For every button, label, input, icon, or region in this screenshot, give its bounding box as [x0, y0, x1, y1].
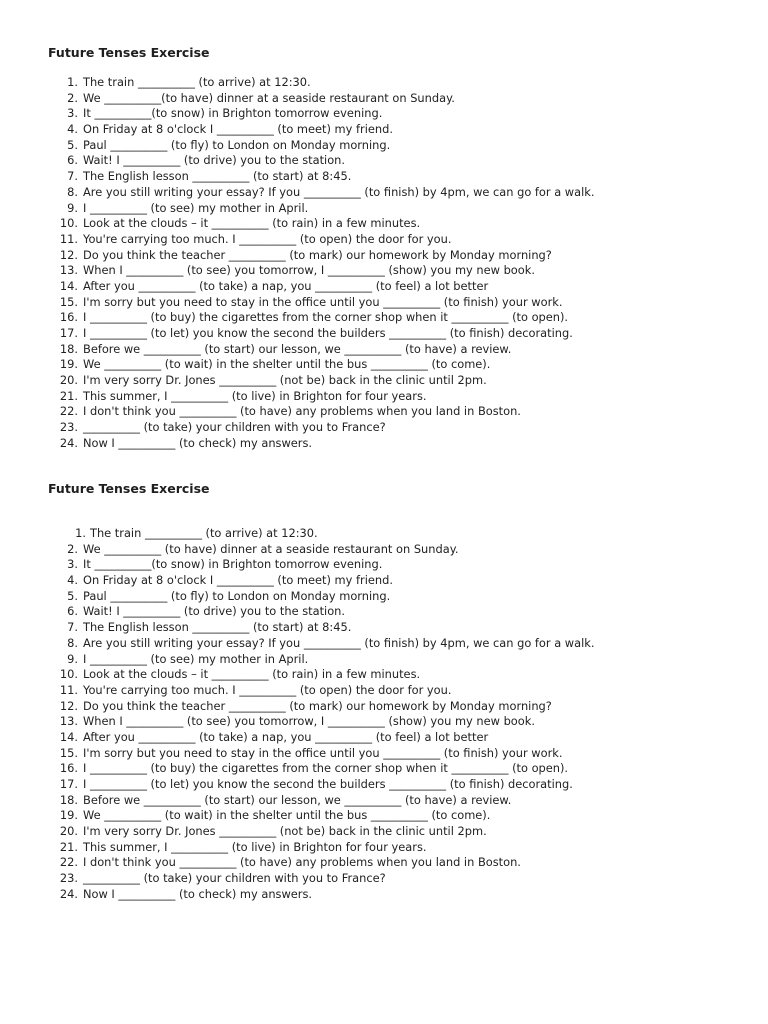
- item-number: 14.: [59, 729, 78, 744]
- exercise-item: [0, 855, 768, 871]
- exercise-item: [0, 326, 768, 342]
- item-sentence: I __________ (to let) you know the second the builders __________ (to finish) decorating.: [83, 326, 573, 340]
- exercise-item: [0, 824, 768, 840]
- item-number: 1.: [67, 75, 78, 89]
- item-number: 19.: [59, 357, 78, 372]
- item-sentence: The train __________ (to arrive) at 12:30.: [90, 526, 318, 540]
- item-sentence: Now I __________ (to check) my answers.: [83, 435, 313, 450]
- exercise-item: [0, 840, 768, 856]
- item-number: 2.: [67, 90, 78, 105]
- item-sentence: We __________ (to wait) in the shelter until the bus __________ (to come).: [83, 357, 491, 372]
- exercise-item: [0, 342, 768, 358]
- exercise-item: [0, 436, 768, 452]
- exercise-item: [0, 557, 768, 573]
- exercise-item: [0, 620, 768, 636]
- item-sentence: On Friday at 8 o'clock I __________ (to meet) my friend.: [83, 573, 393, 588]
- item-number: 17.: [59, 326, 78, 340]
- item-number: 14.: [59, 278, 78, 293]
- item-number: 9.: [67, 651, 78, 666]
- exercise-item: [0, 871, 768, 887]
- item-number: 13.: [59, 714, 78, 729]
- item-sentence: Paul __________ (to fly) to London on Monday morning.: [83, 137, 391, 152]
- item-sentence: We __________(to have) dinner at a seaside restaurant on Sunday.: [83, 90, 455, 105]
- item-number: 16.: [59, 310, 78, 325]
- item-number: 10.: [59, 667, 78, 682]
- item-number: 8.: [67, 635, 78, 650]
- item-sentence: When I __________ (to see) you tomorrow, I __________ (show) you my new book.: [83, 714, 535, 729]
- exercise-item: [0, 746, 768, 762]
- item-sentence: You're carrying too much. I __________ (to open) the door for you.: [83, 231, 452, 246]
- item-sentence: Now I __________ (to check) my answers.: [83, 886, 313, 901]
- exercise-item: [0, 75, 768, 91]
- exercise-item: [0, 777, 768, 793]
- item-sentence: __________ (to take) your children with you to France?: [83, 871, 386, 886]
- exercise-item: [0, 373, 768, 389]
- exercise-item: [0, 122, 768, 138]
- item-number: 5.: [67, 588, 78, 603]
- item-sentence: It __________(to snow) in Brighton tomorrow evening.: [83, 557, 383, 572]
- exercise-item: [0, 279, 768, 295]
- item-number: 3.: [67, 557, 78, 572]
- item-sentence: I __________ (to buy) the cigarettes from the corner shop when it __________ (to open).: [83, 761, 569, 776]
- item-number: 12.: [59, 698, 78, 713]
- item-sentence: I __________ (to buy) the cigarettes from the corner shop when it __________ (to open).: [83, 310, 569, 325]
- exercise-item: [0, 699, 768, 715]
- exercise-item: [0, 526, 768, 542]
- exercise-item: [0, 263, 768, 279]
- item-number: 12.: [59, 247, 78, 262]
- item-sentence: We __________ (to wait) in the shelter until the bus __________ (to come).: [83, 808, 491, 823]
- exercise-item: [0, 730, 768, 746]
- item-sentence: Do you think the teacher __________ (to mark) our homework by Monday morning?: [83, 247, 552, 262]
- exercise-title: Future Tenses Exercise: [48, 481, 210, 496]
- item-sentence: Wait! I __________ (to drive) you to the station.: [83, 153, 346, 168]
- item-number: 24.: [59, 886, 78, 901]
- item-number: 4.: [67, 573, 78, 588]
- item-number: 8.: [67, 184, 78, 199]
- item-number: 18.: [59, 792, 78, 807]
- exercise-item: [0, 683, 768, 699]
- item-number: 19.: [59, 808, 78, 823]
- item-sentence: __________ (to take) your children with you to France?: [83, 420, 386, 435]
- item-sentence: Are you still writing your essay? If you __________ (to finish) by 4pm, we can go for a walk.: [83, 635, 595, 650]
- exercise-item: [0, 667, 768, 683]
- item-sentence: I don't think you __________ (to have) any problems when you land in Boston.: [83, 855, 521, 870]
- item-number: 10.: [59, 216, 78, 231]
- item-number: 21.: [59, 839, 78, 854]
- item-sentence: Do you think the teacher __________ (to mark) our homework by Monday morning?: [83, 698, 552, 713]
- item-number: 16.: [59, 761, 78, 776]
- item-sentence: I __________ (to see) my mother in April.: [83, 651, 309, 666]
- item-sentence: After you __________ (to take) a nap, you __________ (to feel) a lot better: [83, 278, 489, 293]
- exercise-item: [0, 357, 768, 373]
- item-sentence: This summer, I __________ (to live) in Brighton for four years.: [83, 839, 427, 854]
- item-number: 23.: [59, 420, 78, 435]
- exercise-item: [0, 573, 768, 589]
- item-sentence: I don't think you __________ (to have) any problems when you land in Boston.: [83, 404, 521, 419]
- exercise-item: [0, 389, 768, 405]
- item-sentence: When I __________ (to see) you tomorrow, I __________ (show) you my new book.: [83, 263, 535, 278]
- exercise-item: [0, 169, 768, 185]
- item-number: 15.: [59, 745, 78, 760]
- exercise-item: [0, 636, 768, 652]
- item-sentence: The English lesson __________ (to start) at 8:45.: [83, 169, 352, 184]
- item-sentence: Before we __________ (to start) our lesson, we __________ (to have) a review.: [83, 341, 512, 356]
- exercise-list: [0, 75, 768, 452]
- item-number: 20.: [59, 373, 78, 388]
- item-number: 4.: [67, 122, 78, 137]
- exercise-item: [0, 887, 768, 903]
- item-number: 23.: [59, 871, 78, 886]
- exercise-item: [0, 153, 768, 169]
- item-sentence: I __________ (to let) you know the second the builders __________ (to finish) decorating.: [83, 777, 573, 791]
- exercise-list: [0, 526, 768, 903]
- item-number: 11.: [59, 231, 78, 246]
- item-number: 20.: [59, 824, 78, 839]
- item-sentence: After you __________ (to take) a nap, you __________ (to feel) a lot better: [83, 729, 489, 744]
- item-number: 2.: [67, 541, 78, 556]
- item-number: 6.: [67, 153, 78, 168]
- item-sentence: Look at the clouds – it __________ (to rain) in a few minutes.: [83, 667, 421, 682]
- item-sentence: We __________ (to have) dinner at a seaside restaurant on Sunday.: [83, 541, 459, 556]
- exercise-item: [0, 185, 768, 201]
- exercise-item: [0, 232, 768, 248]
- item-number: 11.: [59, 682, 78, 697]
- exercise-item: [0, 652, 768, 668]
- exercise-item: [0, 404, 768, 420]
- exercise-item: [0, 201, 768, 217]
- item-sentence: I'm sorry but you need to stay in the office until you __________ (to finish) your work.: [83, 745, 563, 760]
- exercise-item: [0, 310, 768, 326]
- item-number: 9.: [67, 200, 78, 215]
- item-sentence: I'm sorry but you need to stay in the office until you __________ (to finish) your work.: [83, 294, 563, 309]
- exercise-item: [0, 295, 768, 311]
- exercise-item: [0, 604, 768, 620]
- item-number: 22.: [59, 855, 78, 870]
- item-sentence: On Friday at 8 o'clock I __________ (to meet) my friend.: [83, 122, 393, 137]
- item-sentence: I'm very sorry Dr. Jones __________ (not be) back in the clinic until 2pm.: [83, 373, 487, 388]
- exercise-item: [0, 91, 768, 107]
- item-sentence: The train __________ (to arrive) at 12:30.: [83, 75, 311, 89]
- exercise-item: [0, 420, 768, 436]
- item-sentence: Before we __________ (to start) our lesson, we __________ (to have) a review.: [83, 792, 512, 807]
- exercise-item: [0, 106, 768, 122]
- item-sentence: Wait! I __________ (to drive) you to the station.: [83, 604, 346, 619]
- exercise-item: [0, 216, 768, 232]
- item-number: 6.: [67, 604, 78, 619]
- exercise-item: [0, 761, 768, 777]
- exercise-item: [0, 714, 768, 730]
- exercise-item: [0, 138, 768, 154]
- item-number: 7.: [67, 620, 78, 635]
- item-sentence: I'm very sorry Dr. Jones __________ (not be) back in the clinic until 2pm.: [83, 824, 487, 839]
- item-sentence: This summer, I __________ (to live) in Brighton for four years.: [83, 388, 427, 403]
- exercise-title: Future Tenses Exercise: [48, 45, 210, 60]
- item-number: 18.: [59, 341, 78, 356]
- item-number: 15.: [59, 294, 78, 309]
- item-number: 5.: [67, 137, 78, 152]
- item-sentence: You're carrying too much. I __________ (to open) the door for you.: [83, 682, 452, 697]
- exercise-item: [0, 793, 768, 809]
- item-sentence: Paul __________ (to fly) to London on Monday morning.: [83, 588, 391, 603]
- item-sentence: I __________ (to see) my mother in April.: [83, 200, 309, 215]
- item-number: 22.: [59, 404, 78, 419]
- exercise-item: [0, 542, 768, 558]
- item-number: 3.: [67, 106, 78, 121]
- exercise-item: [0, 248, 768, 264]
- item-number: 1.: [75, 526, 86, 540]
- exercise-item: [0, 589, 768, 605]
- item-sentence: Are you still writing your essay? If you __________ (to finish) by 4pm, we can go for a walk.: [83, 184, 595, 199]
- item-sentence: The English lesson __________ (to start) at 8:45.: [83, 620, 352, 635]
- item-number: 17.: [59, 777, 78, 791]
- item-sentence: Look at the clouds – it __________ (to rain) in a few minutes.: [83, 216, 421, 231]
- item-number: 7.: [67, 169, 78, 184]
- exercise-item: [0, 808, 768, 824]
- item-number: 24.: [59, 435, 78, 450]
- item-number: 21.: [59, 388, 78, 403]
- item-sentence: It __________(to snow) in Brighton tomorrow evening.: [83, 106, 383, 121]
- item-number: 13.: [59, 263, 78, 278]
